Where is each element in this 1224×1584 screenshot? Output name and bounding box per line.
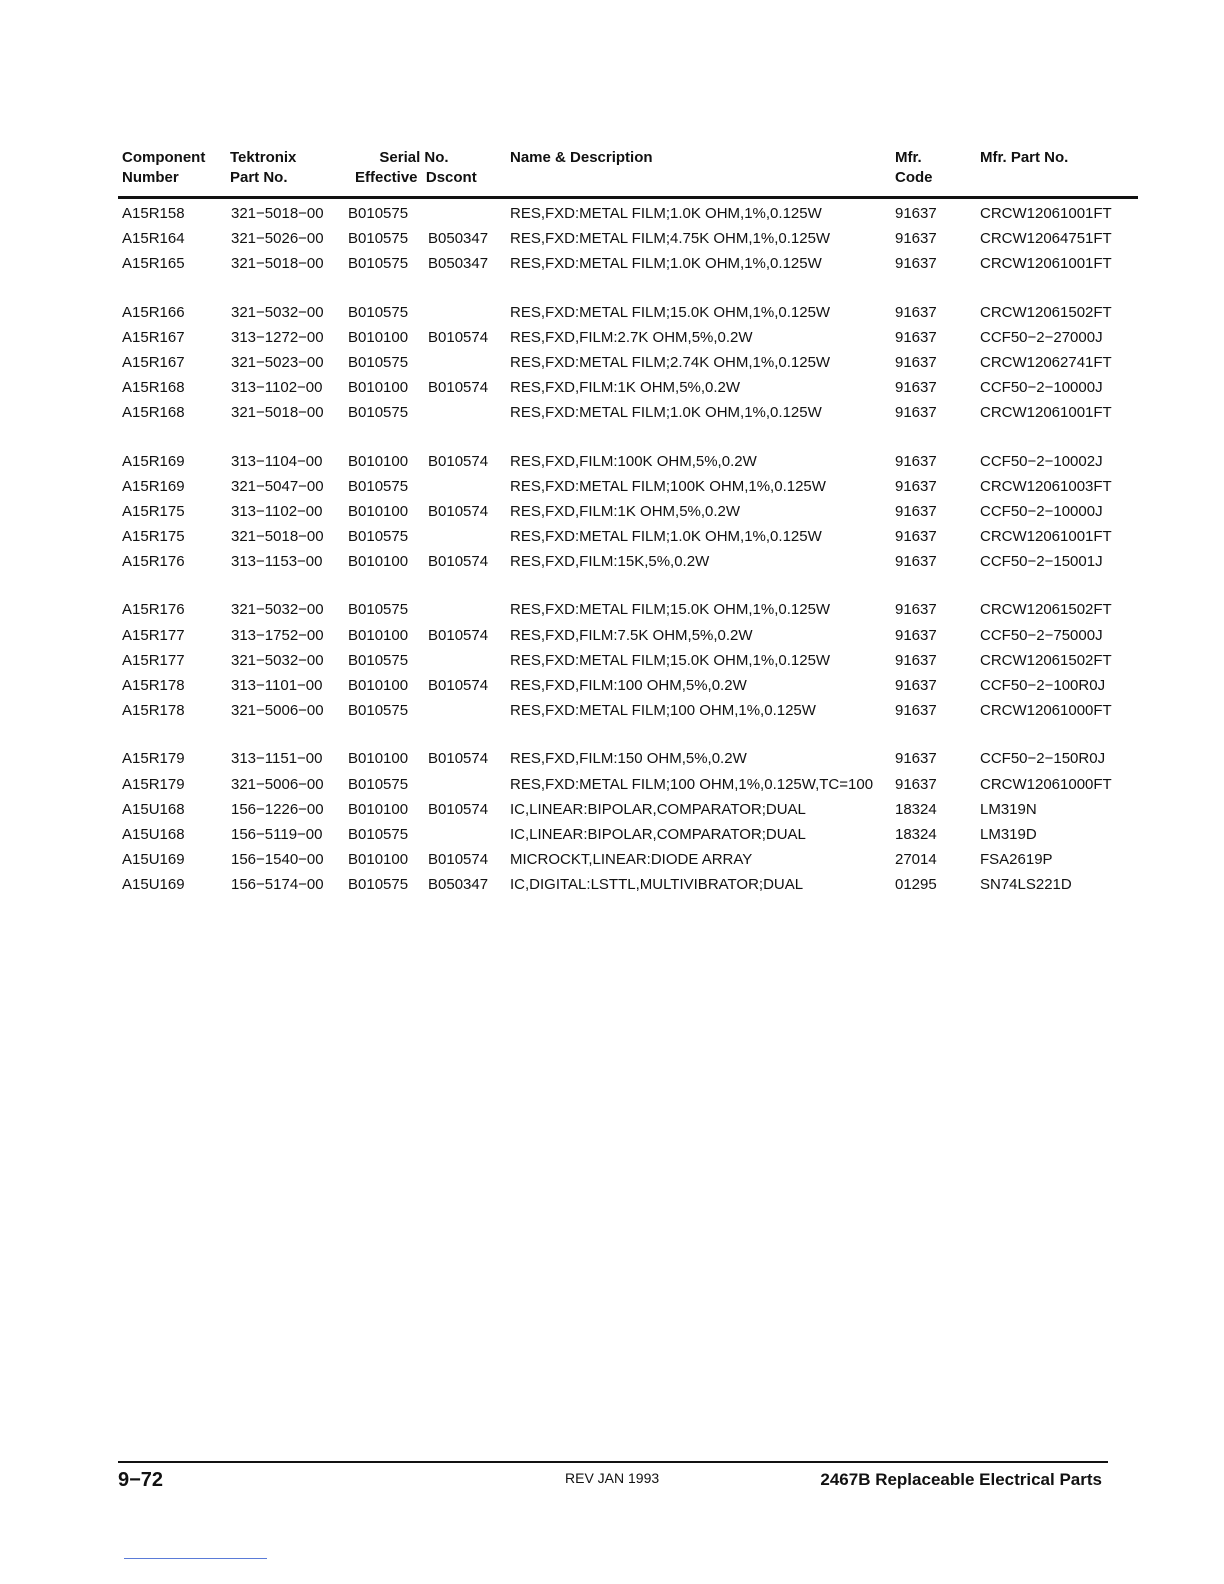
serial-dscont-cell: B010574 <box>428 626 489 644</box>
revision-date: REV JAN 1993 <box>565 1470 660 1486</box>
tektronix-part-no-cell: 321−5032−00 <box>231 651 324 669</box>
mfr-code-cell: 91637 <box>895 328 937 346</box>
name-description-cell: RES,FXD,FILM:1K OHM,5%,0.2W <box>510 379 741 397</box>
mfr-part-no-cell: CRCW12061001FT <box>980 205 1112 222</box>
mfr-code-cell: 91637 <box>895 750 937 768</box>
table-row <box>0 872 1224 897</box>
header-tektronix-line2: Part No. <box>230 169 288 186</box>
header-tektronix-part-no <box>230 148 296 188</box>
serial-effective-cell: B010100 <box>348 750 409 768</box>
name-description-cell: RES,FXD:METAL FILM;15.0K OHM,1%,0.125W <box>510 651 831 669</box>
mfr-code-cell: 91637 <box>895 677 937 694</box>
serial-effective-cell: B010100 <box>348 553 409 571</box>
serial-effective-cell: B010575 <box>348 702 409 720</box>
serial-effective-cell: B010575 <box>348 255 409 273</box>
tektronix-part-no-cell: 313−1101−00 <box>231 677 323 694</box>
component-number-cell: A15U168 <box>122 800 185 818</box>
section-title: 2467B Replaceable Electrical Parts <box>820 1470 1102 1489</box>
serial-effective-cell: B010100 <box>348 452 409 470</box>
serial-effective-cell: B010575 <box>348 230 409 248</box>
mfr-code-cell: 91637 <box>895 553 937 571</box>
serial-effective-cell: B010575 <box>348 825 409 843</box>
tektronix-part-no-cell: 313−1104−00 <box>231 452 323 470</box>
component-number-cell: A15R165 <box>122 255 185 273</box>
name-description-cell: RES,FXD,FILM:1K OHM,5%,0.2W <box>510 502 741 520</box>
name-description-cell: RES,FXD,FILM:100K OHM,5%,0.2W <box>510 452 757 470</box>
name-description-cell: RES,FXD,FILM:7.5K OHM,5%,0.2W <box>510 626 753 644</box>
mfr-code-cell: 91637 <box>895 702 937 720</box>
mfr-code-cell: 91637 <box>895 255 937 273</box>
table-row <box>0 300 1224 325</box>
serial-dscont-cell: B050347 <box>428 255 489 273</box>
serial-dscont-cell: B050347 <box>428 876 489 894</box>
table-row <box>0 847 1224 872</box>
mfr-code-cell: 91637 <box>895 477 937 495</box>
mfr-part-no-cell: CRCW12064751FT <box>980 230 1112 248</box>
mfr-part-no-cell: CRCW12061001FT <box>980 528 1112 546</box>
mfr-part-no-cell: CRCW12061502FT <box>980 651 1112 669</box>
mfr-code-cell: 91637 <box>895 353 937 371</box>
serial-dscont-cell: B010574 <box>428 452 489 470</box>
tektronix-part-no-cell: 321−5023−00 <box>231 353 324 371</box>
table-row <box>0 623 1224 648</box>
mfr-code-cell: 91637 <box>895 303 937 321</box>
name-description-cell: RES,FXD,FILM:2.7K OHM,5%,0.2W <box>510 328 753 346</box>
table-row <box>0 597 1224 622</box>
name-description-cell: RES,FXD,FILM:100 OHM,5%,0.2W <box>510 677 747 694</box>
page-number: 9−72 <box>118 1469 164 1491</box>
tektronix-part-no-cell: 313−1151−00 <box>231 750 323 768</box>
mfr-part-no-cell: CRCW12061502FT <box>980 303 1112 321</box>
component-number-cell: A15R164 <box>122 230 185 248</box>
mfr-code-cell: 91637 <box>895 379 937 397</box>
header-mfr-code <box>895 148 933 188</box>
tektronix-part-no-cell: 321−5018−00 <box>231 255 324 273</box>
serial-dscont-cell: B010574 <box>428 328 489 346</box>
serial-dscont-cell: B050347 <box>428 230 489 248</box>
serial-effective-cell: B010100 <box>348 677 409 694</box>
table-row <box>0 549 1224 574</box>
name-description-cell: MICROCKT,LINEAR:DIODE ARRAY <box>510 851 753 869</box>
table-row <box>0 251 1224 276</box>
name-description-cell: IC,LINEAR:BIPOLAR,COMPARATOR;DUAL <box>510 825 806 843</box>
table-row <box>0 499 1224 524</box>
name-description-cell: RES,FXD:METAL FILM;2.74K OHM,1%,0.125W <box>510 353 831 371</box>
name-description-cell: RES,FXD:METAL FILM;1.0K OHM,1%,0.125W <box>510 205 822 222</box>
header-mfr-part-no <box>980 148 1068 168</box>
component-number-cell: A15R179 <box>122 750 185 768</box>
serial-dscont-cell: B010574 <box>428 800 489 818</box>
mfr-part-no-cell: CCF50−2−10000J <box>980 502 1103 520</box>
mfr-code-cell: 18324 <box>895 825 937 843</box>
header-name-description <box>510 148 653 168</box>
mfr-part-no-cell: CRCW12061502FT <box>980 601 1112 619</box>
component-number-cell: A15R179 <box>122 775 185 793</box>
mfr-part-no-cell: SN74LS221D <box>980 876 1072 894</box>
name-description-cell: RES,FXD:METAL FILM;1.0K OHM,1%,0.125W <box>510 528 822 546</box>
header-serial-line1: Serial No. <box>379 149 449 166</box>
name-description-cell: RES,FXD:METAL FILM;1.0K OHM,1%,0.125W <box>510 404 822 422</box>
mfr-code-cell: 91637 <box>895 230 937 248</box>
tektronix-part-no-cell: 313−1752−00 <box>231 626 324 644</box>
tektronix-part-no-cell: 321−5018−00 <box>231 404 324 422</box>
tektronix-part-no-cell: 321−5047−00 <box>231 477 324 495</box>
mfr-code-cell: 18324 <box>895 800 937 818</box>
header-mfr-line2: Code <box>895 169 933 186</box>
component-number-cell: A15U169 <box>122 876 185 894</box>
mfr-code-cell: 27014 <box>895 851 937 869</box>
header-serial-dscont: Dscont <box>425 169 477 186</box>
component-number-cell: A15R176 <box>122 601 185 619</box>
mfr-code-cell: 91637 <box>895 651 937 669</box>
serial-dscont-cell: B010574 <box>428 851 489 869</box>
mfr-part-no-cell: CRCW12061001FT <box>980 255 1112 273</box>
table-row <box>0 698 1224 723</box>
tektronix-part-no-cell: 313−1153−00 <box>231 553 323 571</box>
mfr-part-no-cell: CRCW12061001FT <box>980 404 1112 422</box>
mfr-part-no-cell: CCF50−2−27000J <box>980 328 1103 346</box>
mfr-part-no-cell: CRCW12062741FT <box>980 353 1112 371</box>
component-number-cell: A15U168 <box>122 825 185 843</box>
table-row <box>0 375 1224 400</box>
table-row <box>0 673 1224 698</box>
mfr-part-no-cell: CCF50−2−10000J <box>980 379 1103 397</box>
header-name-desc-text: Name & Description <box>510 149 653 166</box>
tektronix-part-no-cell: 321−5018−00 <box>231 205 324 222</box>
serial-effective-cell: B010100 <box>348 502 409 520</box>
mfr-part-no-cell: CRCW12061000FT <box>980 775 1112 793</box>
table-row <box>0 746 1224 771</box>
serial-dscont-cell: B010574 <box>428 379 489 397</box>
serial-effective-cell: B010575 <box>348 404 409 422</box>
name-description-cell: IC,LINEAR:BIPOLAR,COMPARATOR;DUAL <box>510 800 806 818</box>
header-mfr-line1: Mfr. <box>895 149 922 166</box>
component-number-cell: A15R169 <box>122 477 185 495</box>
mfr-part-no-cell: CRCW12061000FT <box>980 702 1112 720</box>
component-number-cell: A15R176 <box>122 553 185 571</box>
tektronix-part-no-cell: 321−5032−00 <box>231 601 324 619</box>
parts-table-body <box>0 201 1224 898</box>
name-description-cell: RES,FXD:METAL FILM;4.75K OHM,1%,0.125W <box>510 230 831 248</box>
table-row <box>0 449 1224 474</box>
serial-effective-cell: B010575 <box>348 775 409 793</box>
mfr-part-no-cell: LM319D <box>980 825 1037 843</box>
table-row <box>0 325 1224 350</box>
mfr-code-cell: 91637 <box>895 404 937 422</box>
name-description-cell: RES,FXD:METAL FILM;100 OHM,1%,0.125W,TC=100 <box>510 775 874 793</box>
serial-effective-cell: B010575 <box>348 303 409 321</box>
serial-effective-cell: B010575 <box>348 477 409 495</box>
name-description-cell: RES,FXD:METAL FILM;100K OHM,1%,0.125W <box>510 477 826 495</box>
mfr-part-no-cell: CRCW12061003FT <box>980 477 1112 495</box>
tektronix-part-no-cell: 156−5119−00 <box>231 825 323 843</box>
component-number-cell: A15R177 <box>122 651 185 669</box>
mfr-part-no-cell: CCF50−2−100R0J <box>980 677 1106 694</box>
header-serial-line2 <box>355 168 495 188</box>
name-description-cell: RES,FXD,FILM:150 OHM,5%,0.2W <box>510 750 747 768</box>
component-number-cell: A15R167 <box>122 328 185 346</box>
table-row <box>0 474 1224 499</box>
name-description-cell: RES,FXD:METAL FILM;15.0K OHM,1%,0.125W <box>510 601 831 619</box>
scan-artifact-line <box>124 1558 267 1559</box>
mfr-part-no-cell: CCF50−2−75000J <box>980 626 1103 644</box>
header-serial-no <box>355 148 495 188</box>
footer-divider <box>118 1461 1108 1463</box>
name-description-cell: RES,FXD:METAL FILM;100 OHM,1%,0.125W <box>510 702 816 720</box>
serial-dscont-cell: B010574 <box>428 553 489 571</box>
component-number-cell: A15R166 <box>122 303 185 321</box>
serial-effective-cell: B010100 <box>348 328 409 346</box>
tektronix-part-no-cell: 321−5006−00 <box>231 702 324 720</box>
table-row <box>0 648 1224 673</box>
tektronix-part-no-cell: 313−1272−00 <box>231 328 324 346</box>
component-number-cell: A15U169 <box>122 851 185 869</box>
serial-dscont-cell: B010574 <box>428 677 489 694</box>
mfr-code-cell: 91637 <box>895 452 937 470</box>
tektronix-part-no-cell: 313−1102−00 <box>231 379 323 397</box>
serial-effective-cell: B010575 <box>348 528 409 546</box>
serial-dscont-cell: B010574 <box>428 502 489 520</box>
header-component-line1: Component <box>122 149 206 166</box>
serial-effective-cell: B010100 <box>348 626 409 644</box>
mfr-code-cell: 91637 <box>895 626 937 644</box>
tektronix-part-no-cell: 156−1226−00 <box>231 800 324 818</box>
name-description-cell: RES,FXD,FILM:15K,5%,0.2W <box>510 553 710 571</box>
component-number-cell: A15R178 <box>122 677 185 694</box>
serial-effective-cell: B010575 <box>348 353 409 371</box>
tektronix-part-no-cell: 321−5006−00 <box>231 775 324 793</box>
mfr-part-no-cell: CCF50−2−15001J <box>980 553 1103 571</box>
serial-dscont-cell: B010574 <box>428 750 489 768</box>
component-number-cell: A15R158 <box>122 205 185 222</box>
tektronix-part-no-cell: 321−5026−00 <box>231 230 324 248</box>
component-number-cell: A15R175 <box>122 528 185 546</box>
serial-effective-cell: B010575 <box>348 205 409 222</box>
tektronix-part-no-cell: 321−5032−00 <box>231 303 324 321</box>
serial-effective-cell: B010100 <box>348 800 409 818</box>
table-row <box>0 400 1224 425</box>
tektronix-part-no-cell: 156−5174−00 <box>231 876 324 894</box>
serial-effective-cell: B010575 <box>348 651 409 669</box>
table-row <box>0 772 1224 797</box>
component-number-cell: A15R168 <box>122 404 185 422</box>
tektronix-part-no-cell: 321−5018−00 <box>231 528 324 546</box>
mfr-part-no-cell: LM319N <box>980 800 1037 818</box>
header-tektronix-line1: Tektronix <box>230 149 297 166</box>
component-number-cell: A15R177 <box>122 626 185 644</box>
serial-effective-cell: B010100 <box>348 379 409 397</box>
name-description-cell: RES,FXD:METAL FILM;15.0K OHM,1%,0.125W <box>510 303 831 321</box>
serial-effective-cell: B010575 <box>348 876 409 894</box>
mfr-code-cell: 91637 <box>895 775 937 793</box>
component-number-cell: A15R169 <box>122 452 185 470</box>
mfr-code-cell: 91637 <box>895 502 937 520</box>
name-description-cell: RES,FXD:METAL FILM;1.0K OHM,1%,0.125W <box>510 255 822 273</box>
serial-effective-cell: B010100 <box>348 851 409 869</box>
header-divider <box>118 196 1138 199</box>
mfr-code-cell: 01295 <box>895 876 937 894</box>
component-number-cell: A15R178 <box>122 702 185 720</box>
header-mfr-part-text: Mfr. Part No. <box>980 149 1069 166</box>
mfr-code-cell: 91637 <box>895 528 937 546</box>
component-number-cell: A15R168 <box>122 379 185 397</box>
mfr-part-no-cell: FSA2619P <box>980 851 1053 869</box>
mfr-code-cell: 91637 <box>895 601 937 619</box>
table-row <box>0 350 1224 375</box>
header-component-line2: Number <box>122 169 179 186</box>
mfr-code-cell: 91637 <box>895 205 937 222</box>
table-row <box>0 226 1224 251</box>
table-header <box>0 148 1224 192</box>
component-number-cell: A15R175 <box>122 502 185 520</box>
name-description-cell: IC,DIGITAL:LSTTL,MULTIVIBRATOR;DUAL <box>510 876 804 894</box>
table-row <box>0 797 1224 822</box>
component-number-cell: A15R167 <box>122 353 185 371</box>
mfr-part-no-cell: CCF50−2−150R0J <box>980 750 1106 768</box>
mfr-part-no-cell: CCF50−2−10002J <box>980 452 1103 470</box>
header-serial-effective: Effective <box>355 169 418 186</box>
tektronix-part-no-cell: 313−1102−00 <box>231 502 323 520</box>
header-component-number <box>122 148 205 188</box>
table-row <box>0 822 1224 847</box>
table-row <box>0 524 1224 549</box>
tektronix-part-no-cell: 156−1540−00 <box>231 851 324 869</box>
serial-effective-cell: B010575 <box>348 601 409 619</box>
table-row <box>0 201 1224 226</box>
